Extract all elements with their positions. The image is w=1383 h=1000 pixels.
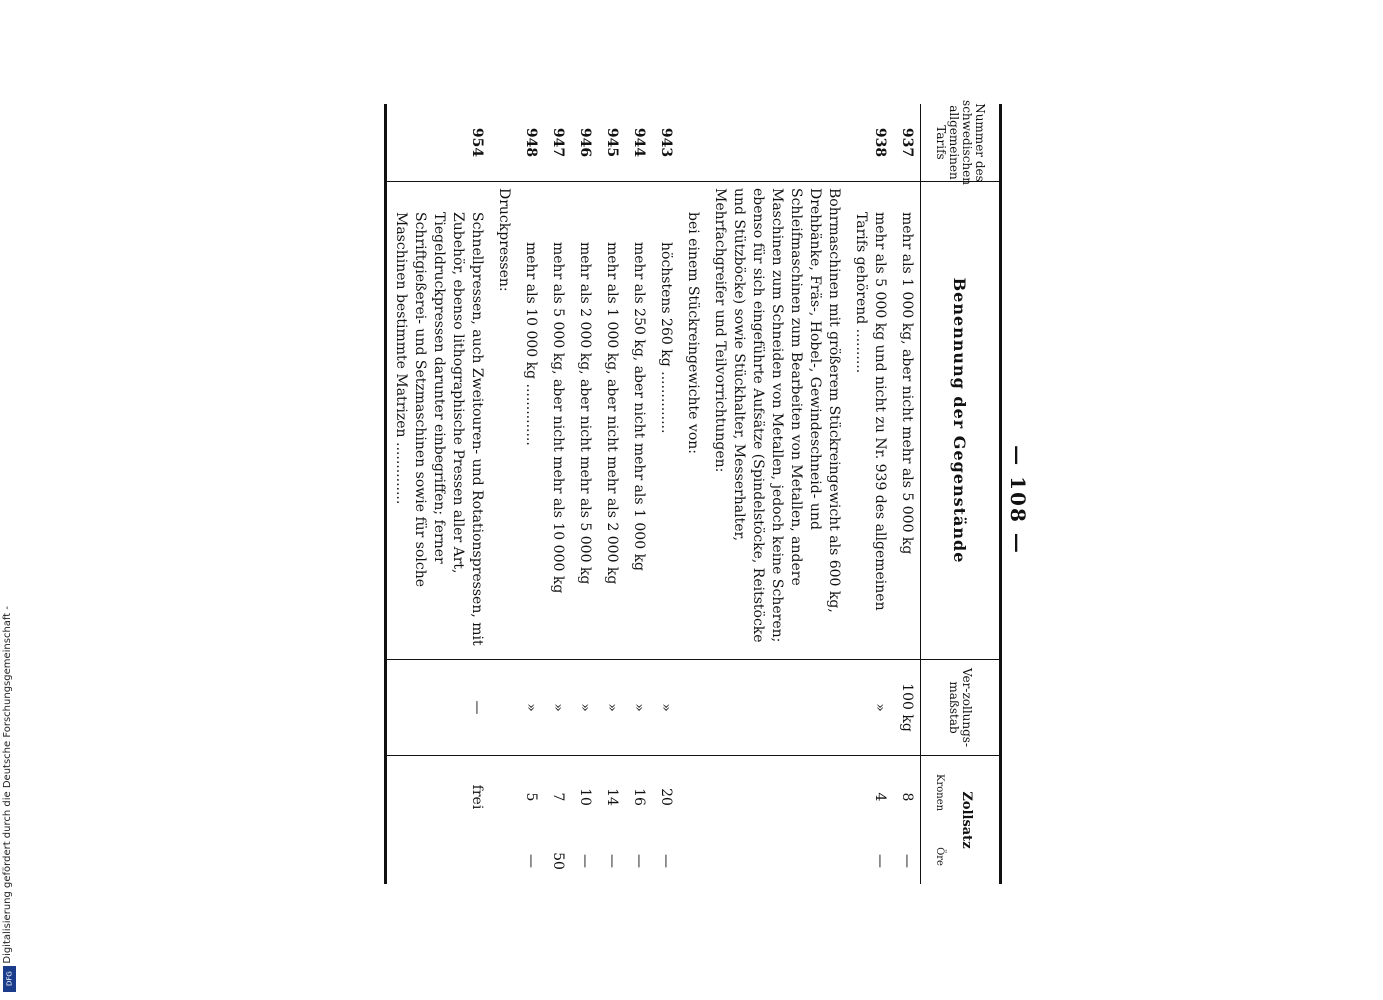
- row-description: Bohrmaschinen mit größerem Stückreingewicht als 600 kg, Drehbänke, Fräs-, Hobel-, Gewindeschneid- und Schleifmaschinen zum Bearbeiten von Metallen, andere Maschinen zum Schneiden von Metallen, jedoch keine Scheren; ebenso für sich eingeführte Aufsätze (Spindelstöcke, Reitstöcke und Stützböcke) sowie Stückhalter, Messerhalter, Mehrfachgreifer und Teilvorrichtungen:: [706, 182, 847, 660]
- row-number: 948: [517, 104, 544, 182]
- row-ore: —: [872, 854, 888, 868]
- row-measure: »: [544, 660, 571, 756]
- row-measure: »: [652, 660, 679, 756]
- row-measure: [679, 660, 706, 756]
- row-description: Schnellpressen, auch Zweitouren- und Rotationspressen, mit Zubehör, ebenso lithographische Pressen aller Art, Tiegeldruckpressen darunter einbegriffen; ferner Schriftgießerei- und Setzmaschinen sowie für solche Maschinen bestimmte Matrizen ..............: [387, 182, 490, 660]
- row-description: mehr als 5 000 kg und nicht zu Nr. 939 des allgemeinen Tarifs gehörend ..........: [847, 182, 893, 660]
- row-kronen: 7: [550, 792, 566, 802]
- row-number: [490, 104, 517, 182]
- table-row: [652, 104, 679, 884]
- row-number: 954: [387, 104, 490, 182]
- row-number: 946: [571, 104, 598, 182]
- header-duty-title: Zollsatz: [959, 791, 974, 849]
- row-measure: »: [598, 660, 625, 756]
- table-row: [517, 104, 544, 884]
- row-kronen: 8: [899, 792, 915, 802]
- row-ore: [706, 838, 847, 884]
- page-number: — 108 —: [1006, 445, 1030, 555]
- table-row: [544, 104, 571, 884]
- row-ore: [387, 838, 490, 884]
- row-description: höchstens 260 kg ..............: [652, 182, 679, 660]
- row-kronen: [706, 756, 847, 838]
- row-description: mehr als 5 000 kg, aber nicht mehr als 10 000 kg: [544, 182, 571, 660]
- table-body: [387, 104, 920, 884]
- row-kronen: frei: [469, 784, 485, 810]
- table-row: [598, 104, 625, 884]
- row-number: 947: [544, 104, 571, 182]
- row-ore: —: [523, 854, 539, 868]
- row-number: 943: [652, 104, 679, 182]
- row-kronen: 10: [577, 788, 593, 806]
- row-kronen: 5: [523, 792, 539, 802]
- row-ore: [490, 838, 517, 884]
- table-row: [387, 104, 490, 884]
- header-measure: Ver-zollungs-maßstab: [921, 660, 999, 756]
- row-description: bei einem Stückreingewichte von:: [679, 182, 706, 660]
- header-duty: [921, 756, 999, 884]
- row-number: [706, 104, 847, 182]
- row-kronen: 14: [604, 788, 620, 806]
- table-row: [847, 104, 893, 884]
- row-ore: —: [604, 854, 620, 868]
- row-description: mehr als 2 000 kg, aber nicht mehr als 5 000 kg: [571, 182, 598, 660]
- row-description: mehr als 10 000 kg ..............: [517, 182, 544, 660]
- row-measure: »: [847, 660, 893, 756]
- table-row: [893, 104, 920, 884]
- row-ore: —: [631, 854, 647, 868]
- row-number: 945: [598, 104, 625, 182]
- header-name: Benennung der Gegenstände: [921, 182, 999, 660]
- row-kronen: [679, 756, 706, 838]
- table-header: [920, 100, 999, 884]
- row-ore: —: [577, 854, 593, 868]
- row-number: 937: [893, 104, 920, 182]
- row-number: 944: [625, 104, 652, 182]
- row-measure: [490, 660, 517, 756]
- row-measure: [706, 660, 847, 756]
- table-row: [625, 104, 652, 884]
- row-measure: 100 kg: [893, 660, 920, 756]
- row-description: mehr als 250 kg, aber nicht mehr als 1 000 kg: [625, 182, 652, 660]
- row-number: [679, 104, 706, 182]
- row-kronen: [490, 756, 517, 838]
- document-page: [190, 0, 1120, 1000]
- table-row: [490, 104, 517, 884]
- row-measure: »: [625, 660, 652, 756]
- row-ore: —: [658, 854, 674, 868]
- row-measure: »: [517, 660, 544, 756]
- header-number: Nummer des schwedischen allgemeinen Tarifs: [921, 104, 999, 182]
- table-row: [679, 104, 706, 884]
- row-description: mehr als 1 000 kg, aber nicht mehr als 5 000 kg: [893, 182, 920, 660]
- table-row: [706, 104, 847, 884]
- header-ore: Öre: [934, 847, 945, 866]
- row-description: mehr als 1 000 kg, aber nicht mehr als 2 000 kg: [598, 182, 625, 660]
- row-kronen: 4: [872, 792, 888, 802]
- row-ore: [679, 838, 706, 884]
- header-kronen: Kronen: [934, 774, 945, 812]
- row-ore: 50: [550, 852, 566, 870]
- row-measure: —: [387, 660, 490, 756]
- row-number: 938: [847, 104, 893, 182]
- tariff-table: [384, 100, 1002, 884]
- funding-note: Digitalisierung gefördert durch die Deutsche Forschungsgemeinschaft -: [2, 606, 13, 964]
- dfg-logo: DFG: [3, 966, 16, 992]
- row-description: Druckpressen:: [490, 182, 517, 660]
- row-ore: —: [899, 854, 915, 868]
- row-kronen: 16: [631, 788, 647, 806]
- row-kronen: 20: [658, 788, 674, 806]
- table-row: [571, 104, 598, 884]
- row-measure: »: [571, 660, 598, 756]
